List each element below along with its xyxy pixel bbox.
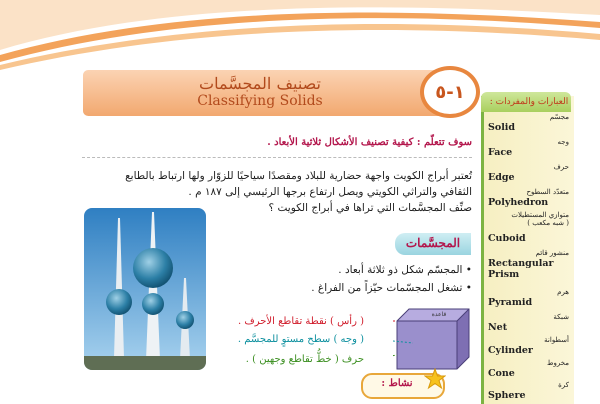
vocab-en: Cuboid — [488, 233, 526, 244]
learning-objective: سوف تتعلّم : كيفية تصنيف الأشكال ثلاثية الأبعاد . — [267, 137, 472, 148]
vocab-ar: شبكة — [553, 313, 569, 321]
label-vertex: ( رأس ) نقطة تقاطع الأحرف . — [238, 316, 364, 327]
lesson-title-arabic: تصنيف المجسَّمات — [199, 74, 321, 93]
cube-diagram — [393, 305, 473, 373]
vocab-ar: كرة — [558, 381, 569, 389]
vocab-ar: مجسّم — [549, 113, 569, 121]
paragraph-line-2: الثقافي والتراثي الكويتي ويصل ارتفاع برجها الرئيسي إلى ١٨٧ م . — [188, 186, 472, 198]
vocab-en: Solid — [488, 122, 516, 133]
lesson-number: ١-٥ — [435, 81, 465, 103]
bullet-solid-definition: • المجسّم شكل ذو ثلاثة أبعاد . — [338, 264, 472, 276]
vocab-en: Face — [488, 147, 513, 158]
paragraph-question: صنِّف المجسَّمات التي تراها في أبراج الكويت ؟ — [268, 202, 472, 214]
vocab-ar: متعدّد السطوح — [526, 188, 569, 196]
label-edge: حرف ( خطُّ تقاطع وجهين ) . — [245, 354, 364, 365]
star-icon — [424, 368, 446, 390]
vocab-en: Edge — [488, 172, 515, 183]
label-face: ( وجه ) سطح مستوٍ للمجسَّم . — [237, 334, 364, 345]
vocab-ar: منشور قائم — [535, 249, 569, 257]
kuwait-towers-photo — [84, 208, 206, 370]
bullet-text: تشغل المجسّمات حيّزاً من الفراغ . — [311, 282, 463, 294]
lesson-number-badge — [420, 66, 480, 118]
activity-label: نشاط : — [381, 378, 413, 389]
solids-heading: المجسَّمات — [405, 236, 461, 250]
vocab-en: Cylinder — [488, 345, 533, 356]
cube-base-label: قاعدة — [431, 311, 447, 318]
vocab-ar: وجه — [557, 138, 569, 146]
bullet-solid-space: • تشغل المجسّمات حيّزاً من الفراغ . — [311, 282, 472, 294]
vocab-en: Net — [488, 322, 508, 333]
decorative-swoosh — [0, 0, 600, 70]
vocab-ar: مخروط — [547, 359, 569, 367]
vocab-en: Sphere — [488, 390, 526, 401]
vocab-ar: هرم — [557, 288, 569, 296]
vocabulary-heading: العبارات والمفردات : — [489, 97, 569, 107]
vocab-en: Pyramid — [488, 297, 533, 308]
vocab-en: Rectangular Prism — [488, 258, 554, 280]
vocab-ar: متوازي المستطيلات ( شبه مكعب ) — [511, 211, 569, 227]
vocab-ar: حرف — [553, 163, 569, 171]
vocab-ar: أسطوانة — [544, 336, 569, 344]
paragraph-line-1: تُعتبر أبراج الكويت واجهة حضارية للبلاد ومقصدًا سياحيًا للزوّار ولها ارتباط بالطابع — [125, 170, 472, 182]
lesson-title-english: Classifying Solids — [197, 93, 323, 109]
bullet-text: المجسّم شكل ذو ثلاثة أبعاد . — [338, 264, 463, 276]
vocab-en: Polyhedron — [488, 197, 549, 208]
divider — [82, 157, 472, 158]
vocab-en: Cone — [488, 368, 515, 379]
